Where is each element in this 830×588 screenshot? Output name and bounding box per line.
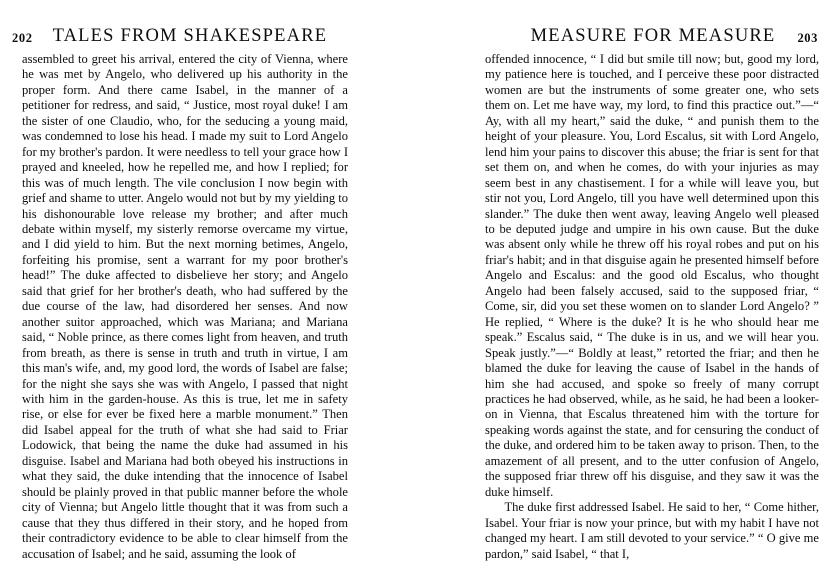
paragraph: The duke first addressed Isabel. He said to her, “ Come hither, Isabel. Your friar is now your prince, but with my habit I have not changed my heart. I am still devoted to your service.” “ O give me pardon,” said Isabel, “ that I, xyxy=(485,500,819,561)
right-text-column xyxy=(485,52,819,562)
recto-page-number: 203 xyxy=(797,31,818,45)
verso-page-number: 202 xyxy=(12,31,33,45)
paragraph: offended innocence, “ I did but smile till now; but, good my lord, my patience here is touched, and I perceive these poor distracted women are but the instruments of some greater one, who sets them on. Let me have way, my lord, to find this practice out.”—“ Ay, with all my heart,” said the duke, “ and punish them to the height of your pleasure. You, Lord Escalus, sit with Lord Angelo, lend him your pains to discover this abuse; the friar is sent for that set them on, and when he comes, do with your injuries as may seem best in any chastisement. I for a while will leave you, but stir not you, Lord Angelo, till you have well determined upon this slander.” The duke then went away, leaving Angelo well pleased to be deputed judge and umpire in his own cause. But the duke was absent only while he threw off his royal robes and put on his friar's habit; and in that disguise again he presented himself before Angelo and Escalus: and the good old Escalus, who thought Angelo had been falsely accused, said to the supposed friar, “ Come, sir, did you set these women on to slander Lord Angelo? ” He replied, “ Where is the duke? It is he who should hear me speak.” Escalus said, “ The duke is in us, and we will hear you. Speak justly.”—“ Boldly at least,” retorted the friar; and then he blamed the duke for leaving the cause of Isabel in the hands of him she had accused, and spoke so freely of many corrupt practices he had observed, while, as he said, he had been a looker-on in Vienna, that Escalus threatened him with the torture for speaking words against the state, and for censuring the conduct of the duke, and ordered him to be taken away to prison. Then, to the amazement of all present, and to the utter confusion of Angelo, the supposed friar threw off his disguise, and they saw it was the duke himself. xyxy=(485,52,819,499)
recto-running-head xyxy=(531,24,818,48)
verso-header-title: TALES FROM SHAKESPEARE xyxy=(52,26,328,46)
recto-header-title: MEASURE FOR MEASURE xyxy=(530,26,776,46)
left-text-column xyxy=(22,52,348,562)
paragraph: assembled to greet his arrival, entered the city of Vienna, where he was met by Angelo, who delivered up his authority in the proper form. And there came Isabel, in the manner of a petitioner for redress, and said, “ Justice, most royal duke! I am the sister of one Claudio, who, for the seducing a young maid, was condemned to lose his head. I made my suit to Lord Angelo for my brother's pardon. It were needless to tell your grace how I prayed and kneeled, how he repelled me, and how I replied; for this was of much length. The vile conclusion I now begin with grief and shame to utter. Angelo would not but by my yielding to his dishonourable love release my brother; and after much debate within myself, my sisterly remorse overcame my virtue, and I did yield to him. But the next morning betimes, Angelo, forfeiting his promise, sent a warrant for my poor brother's head!” The duke affected to disbelieve her story; and Angelo said that grief for her brother's death, who had suffered by the due course of the law, had disordered her senses. And now another suitor approached, which was Mariana; and Mariana said, “ Noble prince, as there comes light from heaven, and truth from breath, as there is sense in truth and truth in virtue, I am this man's wife, and, my good lord, the words of Isabel are false; for the night she says she was with Angelo, I passed that night with him in the garden-house. As this is true, let me in safety rise, or else for ever be fixed here a marble monument.” Then did Isabel appeal for the truth of what she had said to Friar Lodowick, that being the name the duke had assumed in his disguise. Isabel and Mariana had both obeyed his instructions in what they said, the duke intending that the innocence of Isabel should be plainly proved in that public manner before the whole city of Vienna; but Angelo little thought that it was from such a cause that they thus differed in their story, and he hoped from their contradictory evidence to be able to clear himself from the accusation of Isabel; and he said, assuming the look of xyxy=(22,52,348,561)
verso-running-head xyxy=(12,24,327,48)
